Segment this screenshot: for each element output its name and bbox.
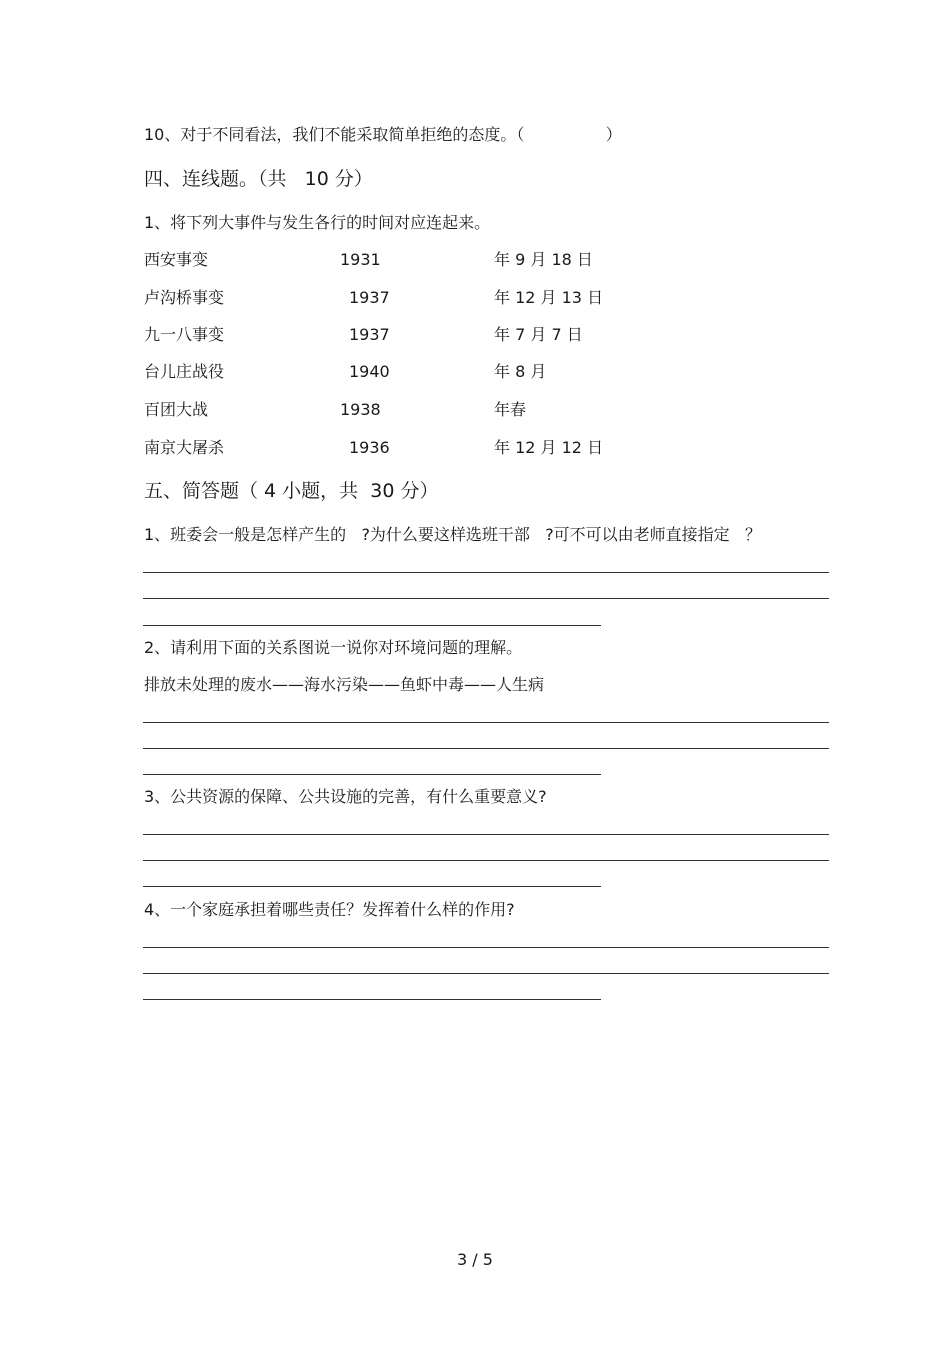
event-label: 卢沟桥事变 <box>144 288 225 307</box>
question-5-2: 2、请利用下面的关系图说一说你对环境问题的理解。 <box>144 638 523 657</box>
section-4-heading: 四、连线题。（共 10 分） <box>144 168 373 190</box>
event-label: 九一八事变 <box>144 325 225 344</box>
date-label: 年 7 月 7 日 <box>494 325 583 344</box>
answer-line[interactable] <box>143 598 829 599</box>
year-label: 1937 <box>349 325 390 344</box>
date-label: 年 9 月 18 日 <box>494 250 593 269</box>
page-number: 3 / 5 <box>457 1250 493 1269</box>
date-label: 年 8 月 <box>494 362 547 381</box>
year-label: 1940 <box>349 362 390 381</box>
section-4-prompt: 1、将下列大事件与发生各行的时间对应连起来。 <box>144 213 491 232</box>
relationship-chain: 排放未处理的废水——海水污染——鱼虾中毒——人生病 <box>144 675 545 694</box>
event-label: 百团大战 <box>144 400 209 419</box>
question-5-3: 3、公共资源的保障、公共设施的完善，有什么重要意义? <box>144 787 547 806</box>
answer-line[interactable] <box>143 947 829 948</box>
event-label: 西安事变 <box>144 250 209 269</box>
answer-line[interactable] <box>143 722 829 723</box>
answer-line[interactable] <box>143 834 829 835</box>
answer-line[interactable] <box>143 973 829 974</box>
answer-line[interactable] <box>143 886 601 887</box>
year-label: 1937 <box>349 288 390 307</box>
answer-line[interactable] <box>143 774 601 775</box>
event-label: 南京大屠杀 <box>144 438 225 457</box>
date-label: 年春 <box>494 400 527 419</box>
year-label: 1938 <box>340 400 381 419</box>
year-label: 1936 <box>349 438 390 457</box>
answer-line[interactable] <box>143 748 829 749</box>
answer-line[interactable] <box>143 572 829 573</box>
question-5-4: 4、一个家庭承担着哪些责任？发挥着什么样的作用? <box>144 900 515 919</box>
question-5-1: 1、班委会一般是怎样产生的 ?为什么要这样选班干部 ?可不可以由老师直接指定 ？ <box>144 525 761 544</box>
answer-line[interactable] <box>143 999 601 1000</box>
answer-line[interactable] <box>143 625 601 626</box>
date-label: 年 12 月 12 日 <box>494 438 604 457</box>
question-10: 10、对于不同看法，我们不能采取简单拒绝的态度。（ ） <box>144 125 622 144</box>
date-label: 年 12 月 13 日 <box>494 288 604 307</box>
event-label: 台儿庄战役 <box>144 362 225 381</box>
section-5-heading: 五、简答题（ 4 小题，共 30 分） <box>144 480 439 502</box>
answer-line[interactable] <box>143 860 829 861</box>
year-label: 1931 <box>340 250 381 269</box>
